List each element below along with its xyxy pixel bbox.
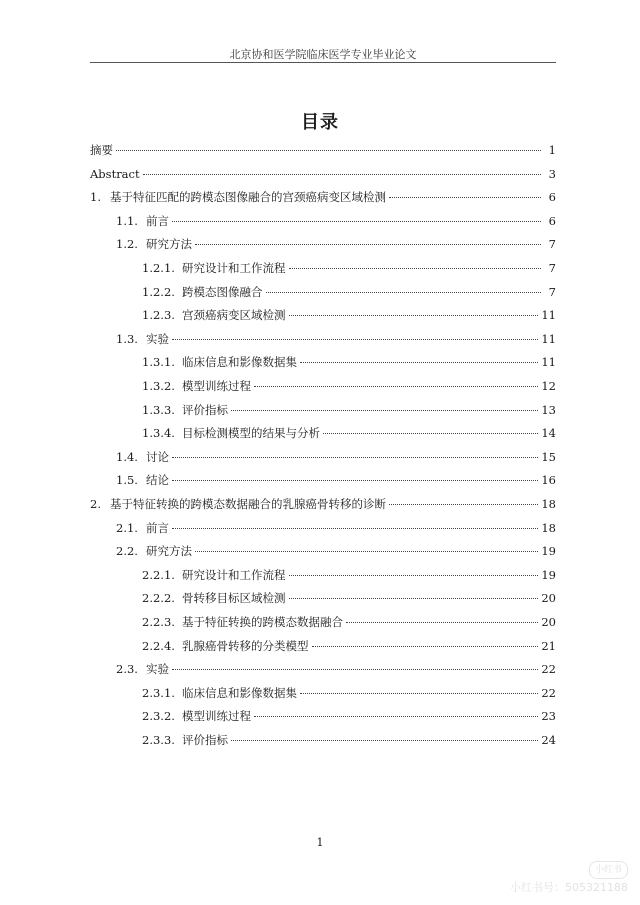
toc-entry[interactable] xyxy=(142,376,556,396)
toc-leader-dots xyxy=(172,669,538,670)
toc-entry-label xyxy=(90,164,140,184)
toc-entry[interactable] xyxy=(142,352,556,372)
toc-entry-page: 12 xyxy=(541,379,556,393)
toc-entry-page: 13 xyxy=(541,402,556,417)
toc-leader-dots xyxy=(254,386,538,387)
toc-entry[interactable] xyxy=(142,258,556,278)
toc-entry-text: 临床信息和影像数据集 xyxy=(182,685,297,700)
toc-entry-page: 6 xyxy=(548,213,556,228)
toc-entry-text: 乳腺癌骨转移的分类模型 xyxy=(182,638,309,653)
toc-entry[interactable] xyxy=(90,187,556,207)
toc-entry-label xyxy=(142,423,320,443)
toc-entry-text: 前言 xyxy=(146,213,169,228)
toc-entry[interactable] xyxy=(142,612,556,632)
toc-entry-label xyxy=(90,140,113,160)
toc-leader-dots xyxy=(231,410,538,411)
toc-entry-number: 1.5. xyxy=(116,473,138,488)
toc-entry[interactable] xyxy=(142,305,556,325)
toc-leader-dots xyxy=(389,504,538,505)
toc-entry-text: 骨转移目标区域检测 xyxy=(182,591,286,606)
toc-entry-page: 19 xyxy=(541,567,556,582)
toc-entry-number: 1.1. xyxy=(116,213,138,228)
toc-entry-page: 7 xyxy=(548,237,556,252)
toc-entry-page: 24 xyxy=(541,733,556,747)
toc-entry-number: 2.2. xyxy=(116,544,138,559)
toc-leader-dots xyxy=(116,150,541,151)
toc-entry[interactable] xyxy=(90,494,556,514)
toc-entry-number: 1.3.1. xyxy=(142,355,175,370)
toc-entry-page: 22 xyxy=(541,662,556,677)
toc-entry-label xyxy=(142,612,343,632)
toc-entry-label xyxy=(142,565,286,585)
toc-entry-page: 11 xyxy=(541,331,556,346)
toc-leader-dots xyxy=(195,244,541,245)
toc-entry-number: 1.2.1. xyxy=(142,261,175,275)
toc-entry-number: 2.3.3. xyxy=(142,733,175,747)
toc-entry-label xyxy=(90,187,386,207)
toc-entry[interactable] xyxy=(142,565,556,585)
toc-entry-page: 19 xyxy=(541,544,556,559)
toc-entry-label xyxy=(142,400,228,420)
toc-leader-dots xyxy=(300,693,538,694)
toc-entry-number: 1. xyxy=(90,190,101,205)
toc-entry[interactable] xyxy=(142,636,556,656)
toc-entry-label xyxy=(116,518,169,538)
toc-entry-page: 20 xyxy=(541,615,556,629)
toc-leader-dots xyxy=(266,292,542,293)
toc-entry-number: 1.3.3. xyxy=(142,402,175,417)
toc-entry-label xyxy=(142,683,297,703)
toc-leader-dots xyxy=(195,551,538,552)
toc-entry-label xyxy=(116,659,169,679)
toc-entry-page: 22 xyxy=(541,685,556,700)
toc-entry-number: 1.2. xyxy=(116,237,138,252)
toc-entry-page: 21 xyxy=(541,638,556,653)
toc-entry-text: 研究方法 xyxy=(146,237,192,252)
header-rule xyxy=(90,62,556,63)
toc-leader-dots xyxy=(172,528,538,529)
toc-entry-text: 模型训练过程 xyxy=(182,379,251,393)
toc-entry-text: 评价指标 xyxy=(182,402,228,417)
toc-entry-number: 2.2.4. xyxy=(142,638,175,653)
toc-entry-text: 前言 xyxy=(146,520,169,535)
toc-entry[interactable] xyxy=(90,140,556,160)
toc-entry-number: 1.3.4. xyxy=(142,426,175,441)
toc-entry[interactable] xyxy=(116,518,556,538)
toc-entry-text: 宫颈癌病变区域检测 xyxy=(182,308,286,323)
toc-entry-text: 评价指标 xyxy=(182,733,228,747)
toc-entry-text: Abstract xyxy=(90,166,140,181)
running-header: 北京协和医学院临床医学专业毕业论文 xyxy=(229,48,417,61)
toc-entry[interactable] xyxy=(142,730,556,750)
toc-leader-dots xyxy=(143,174,541,175)
toc-entry-label xyxy=(116,470,169,490)
toc-entry-number: 1.3.2. xyxy=(142,379,175,393)
toc-leader-dots xyxy=(289,598,539,599)
toc-entry[interactable] xyxy=(90,164,556,184)
toc-entry-number: 2.2.1. xyxy=(142,567,175,582)
toc-entry-label xyxy=(142,305,286,325)
toc-entry-label xyxy=(116,234,192,254)
watermark-text: 小红书号：5053211​88 xyxy=(510,881,628,894)
toc-entry[interactable] xyxy=(116,329,556,349)
toc-entry-page: 18 xyxy=(541,497,556,511)
toc-entry-number: 2.2.3. xyxy=(142,615,175,629)
toc-entry-page: 6 xyxy=(548,190,556,205)
toc-leader-dots xyxy=(172,221,541,222)
toc-entry-number: 1.2.3. xyxy=(142,308,175,323)
toc-entry-page: 18 xyxy=(541,520,556,535)
toc-leader-dots xyxy=(289,268,542,269)
toc-leader-dots xyxy=(254,716,538,717)
toc-entry[interactable] xyxy=(142,588,556,608)
toc-entry-text: 基于特征转换的跨模态数据融合 xyxy=(182,615,343,629)
toc-entry-page: 16 xyxy=(541,473,556,488)
toc-entry-text: 临床信息和影像数据集 xyxy=(182,355,297,370)
toc-leader-dots xyxy=(172,339,538,340)
toc-entry-number: 1.4. xyxy=(116,449,138,464)
page-number: 1 xyxy=(316,836,324,849)
toc-entry-page: 20 xyxy=(541,591,556,606)
toc-entry-number: 2.1. xyxy=(116,520,138,535)
toc-entry-number: 2.2.2. xyxy=(142,591,175,606)
watermark xyxy=(510,861,628,895)
toc-entry-text: 摘要 xyxy=(90,143,113,157)
toc-entry-number: 1.3. xyxy=(116,331,138,346)
toc-entry-label xyxy=(142,588,286,608)
toc-entry-label xyxy=(142,376,251,396)
toc-entry[interactable] xyxy=(116,541,556,561)
toc-entry-page: 23 xyxy=(541,709,556,724)
toc-entry-page: 7 xyxy=(548,284,556,299)
toc-entry-text: 基于特征匹配的跨模态图像融合的宫颈癌病变区域检测 xyxy=(110,190,386,205)
toc-leader-dots xyxy=(289,575,539,576)
toc-entry-label xyxy=(116,329,169,349)
toc-entry-label xyxy=(142,730,228,750)
toc-entry-label xyxy=(142,282,263,302)
toc-entry[interactable] xyxy=(142,423,556,443)
toc-leader-dots xyxy=(172,480,538,481)
toc-leader-dots xyxy=(289,315,539,316)
toc-entry-label xyxy=(142,706,251,726)
toc-entry-label xyxy=(142,352,297,372)
toc-entry[interactable] xyxy=(116,234,556,254)
toc-leader-dots xyxy=(389,197,541,198)
toc-entry-text: 讨论 xyxy=(146,449,169,464)
toc-leader-dots xyxy=(312,646,539,647)
toc-entry[interactable] xyxy=(142,706,556,726)
toc-entry-page: 15 xyxy=(541,449,556,464)
toc-entry-label xyxy=(116,541,192,561)
toc-entry-page: 11 xyxy=(541,355,556,370)
toc-entry-number: 1.2.2. xyxy=(142,284,175,299)
toc-entry[interactable] xyxy=(142,282,556,302)
toc-entry-page: 11 xyxy=(541,308,556,323)
watermark-logo: 小红书 xyxy=(589,861,628,879)
toc-leader-dots xyxy=(323,433,538,434)
toc-entry-label xyxy=(142,258,286,278)
toc-entry-label xyxy=(116,447,169,467)
toc-leader-dots xyxy=(172,457,538,458)
toc-entry[interactable] xyxy=(142,400,556,420)
toc-leader-dots xyxy=(346,622,538,623)
toc-entry-page: 1 xyxy=(548,143,556,157)
toc-title: 目录 xyxy=(301,112,339,133)
toc-entry-text: 实验 xyxy=(146,331,169,346)
toc-entry-text: 模型训练过程 xyxy=(182,709,251,724)
toc-entry-text: 研究设计和工作流程 xyxy=(182,261,286,275)
toc-entry-text: 基于特征转换的跨模态数据融合的乳腺癌骨转移的诊断 xyxy=(110,497,386,511)
toc-entry-label xyxy=(142,636,309,656)
toc-entry-number: 2.3.2. xyxy=(142,709,175,724)
toc-leader-dots xyxy=(300,362,538,363)
toc-entry-text: 研究方法 xyxy=(146,544,192,559)
toc-entry-text: 研究设计和工作流程 xyxy=(182,567,286,582)
toc-entry[interactable] xyxy=(116,211,556,231)
toc-entry-text: 结论 xyxy=(146,473,169,488)
toc-entry[interactable] xyxy=(116,470,556,490)
toc-entry-number: 2.3. xyxy=(116,662,138,677)
toc-leader-dots xyxy=(231,740,538,741)
toc-entry-number: 2.3.1. xyxy=(142,685,175,700)
toc-entry-text: 跨模态图像融合 xyxy=(182,284,263,299)
toc-entry-page: 14 xyxy=(541,426,556,441)
toc-entry[interactable] xyxy=(116,659,556,679)
toc-entry-number: 2. xyxy=(90,497,101,511)
toc-entry-page: 7 xyxy=(548,261,556,275)
toc-entry-label xyxy=(116,211,169,231)
toc-entry[interactable] xyxy=(116,447,556,467)
toc-entry-text: 实验 xyxy=(146,662,169,677)
toc-entry-text: 目标检测模型的结果与分析 xyxy=(182,426,320,441)
toc-entry-page: 3 xyxy=(548,166,556,181)
toc-entry[interactable] xyxy=(142,683,556,703)
toc-entry-label xyxy=(90,494,386,514)
